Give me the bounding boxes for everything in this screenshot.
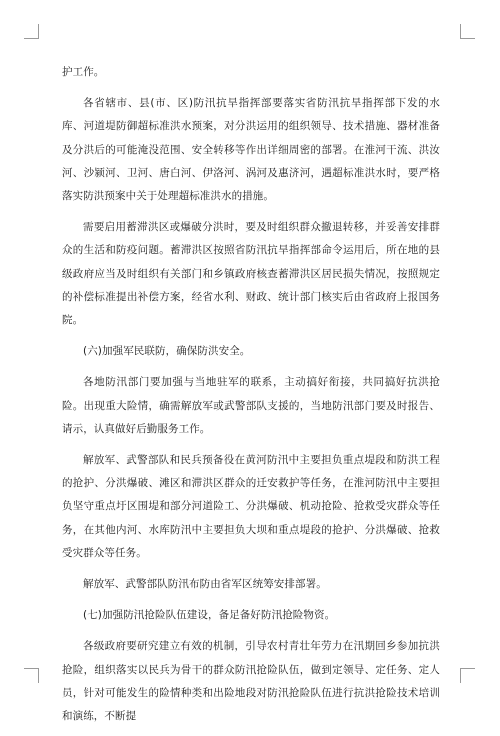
paragraph-deployment: 解放军、武警部队防汛布防由省军区统筹安排部署。 [83,578,327,591]
paragraph-rescue-teams: 各级政府要研究建立有效的机制，引导农村青壮年劳力在汛期回乡参加抗洪抢险，组织落实以民兵为骨干的群众防汛抢险队伍，做到定领导、定任务、定人员，针对可能发生的险情种类和出险地段对防汛抢险队伍进行抗洪抢险技术培训和演练，不断提 [62,640,440,723]
crop-mark-top-right [460,24,475,39]
paragraph-military-tasks: 解放军、武警部队和民兵预备役在黄河防汛中主要担负重点堤段和防洪工程的抢护、分洪爆破、滩区和滞洪区群众的迁安救护等任务，在淮河防汛中主要担负坚守重点圩区围堤和部分河道险工、分洪爆破、机动抢险、抢救受灾群众等任务，在其他内河、水库防汛中主要担负大坝和重点堤段的抢护、分洪爆破、抢救受灾群众等任务。 [62,454,440,559]
paragraph-detention-areas: 需要启用蓄滞洪区或爆破分洪时，要及时组织群众撤退转移，并妥善安排群众的生活和防疫问题。蓄滞洪区按照省防汛抗旱指挥部命令运用后，所在地的县级政府应当及时组织有关部门和乡镇政府核查蓄滞洪区居民损失情况，按照规定的补偿标准提出补偿方案，经省水利、财政、统计部门核实后由省政府上报国务院。 [62,221,440,327]
paragraph-military-liaison: 各地防汛部门要加强与当地驻军的联系，主动搞好衔接，共同搞好抗洪抢险。出现重大险情，确需解放军或武警部队支援的，当地防汛部门要及时报告、请示，认真做好后勤服务工作。 [62,376,440,435]
crop-mark-bottom-left [24,668,39,683]
paragraph-flood-plans: 各省辖市、县(市、区)防汛抗旱指挥部要落实省防汛抗旱指挥部下发的水库、河道堤防御超标准洪水预案，对分洪运用的组织领导、技术措施、器材准备及分洪后的可能淹没范围、安全转移等作出详细周密的部署。在淮河干流、洪汝河、沙颍河、卫河、唐白河、伊洛河、涡河及惠济河，遇超标准洪水时，要严格落实防洪预案中关于处理超标准洪水的措施。 [62,97,440,203]
section-heading-7: (七)加强防汛抢险队伍建设，备足备好防汛抢险物资。 [83,609,336,622]
document-body [62,61,440,736]
crop-mark-bottom-right [460,668,475,683]
paragraph-continuation: 护工作。 [62,66,105,78]
section-heading-6: (六)加强军民联防，确保防洪安全。 [83,345,251,358]
crop-mark-top-left [24,24,39,39]
